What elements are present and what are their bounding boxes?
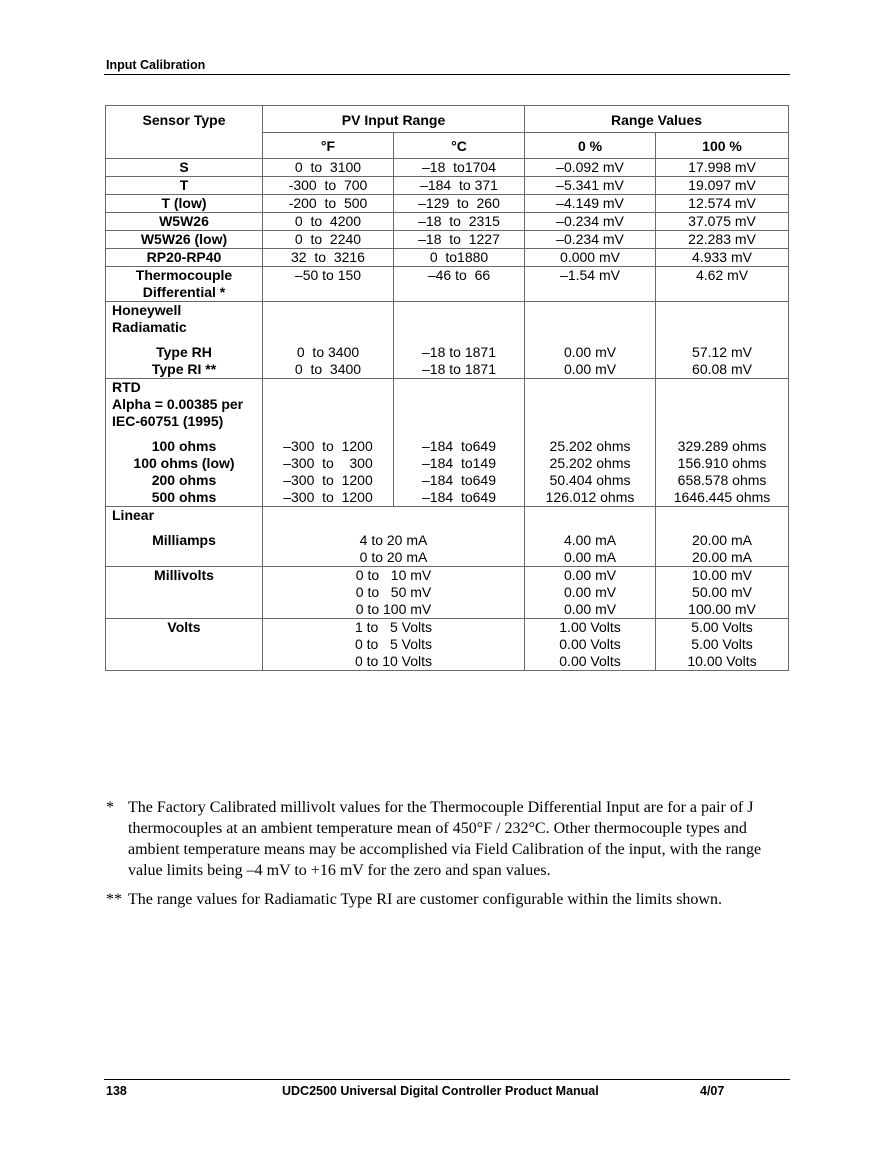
- span-value: 50.00 mV: [692, 584, 752, 600]
- zero-value: 0.00 mV: [563, 601, 617, 617]
- table-row: [106, 177, 789, 195]
- sensor-name: Milliamps: [152, 532, 216, 548]
- zero-value: –5.341 mV: [525, 177, 656, 195]
- sensor-name: Type RH: [156, 344, 212, 360]
- sensor-name: W5W26: [106, 213, 263, 231]
- range-c: –18 to 1871: [422, 361, 496, 377]
- zero-value: –1.54 mV: [525, 267, 656, 302]
- range-value: 0 to 20 mA: [359, 549, 428, 565]
- table-row: [106, 267, 789, 302]
- table-row: [106, 379, 789, 507]
- range-c: –18 to 1227: [394, 231, 525, 249]
- table-row: [106, 213, 789, 231]
- page-number: 138: [106, 1084, 127, 1098]
- zero-value: 0.00 Volts: [559, 636, 621, 652]
- range-cell: [263, 567, 525, 619]
- zero-cell: [525, 379, 656, 507]
- zero-value: –0.234 mV: [525, 213, 656, 231]
- sensor-name-line: Differential *: [142, 284, 226, 300]
- sensor-name: 100 ohms: [151, 438, 217, 454]
- span-cell: [656, 619, 789, 671]
- span-value: 329.289 ohms: [677, 438, 767, 454]
- range-c-cell: [394, 302, 525, 379]
- footnote-text: The range values for Radiamatic Type RI are customer configurable within the limits shown.: [128, 891, 722, 908]
- footnote: [106, 797, 796, 881]
- range-value: 1 to 5 Volts: [354, 619, 433, 635]
- zero-value: 0.00 mV: [563, 361, 617, 377]
- zero-value: 0.00 mV: [563, 584, 617, 600]
- sensor-name: Millivolts: [106, 567, 263, 619]
- range-value: 0 to 50 mV: [355, 584, 432, 600]
- zero-value: 0.00 mA: [563, 549, 617, 565]
- sensor-name: 500 ohms: [151, 489, 217, 505]
- sensor-group-cell: [106, 507, 263, 567]
- sensor-name: W5W26 (low): [106, 231, 263, 249]
- zero-value: 0.000 mV: [525, 249, 656, 267]
- span-value: 100.00 mV: [688, 601, 756, 617]
- col-header-deg-c: °C: [394, 133, 525, 159]
- input-calibration-table: [105, 105, 789, 671]
- span-cell: [656, 567, 789, 619]
- zero-value: –0.092 mV: [525, 159, 656, 177]
- zero-value: 25.202 ohms: [549, 455, 631, 471]
- zero-value: –4.149 mV: [525, 195, 656, 213]
- range-c: 0 to1880: [394, 249, 525, 267]
- manual-title: UDC2500 Universal Digital Controller Product Manual: [282, 1084, 599, 1098]
- footnote-text: The Factory Calibrated millivolt values for the Thermocouple Differential Input are for a pair of J thermocouples at an ambient temperature mean of 450°F / 232°C. Other thermocouple types and ambient temperature means may be accomplished via Field Calibration of the input, with the range value limits being –4 mV to +16 mV for the zero and span values.: [128, 799, 762, 879]
- footnote: [106, 889, 796, 910]
- zero-value: 0.00 mV: [563, 567, 617, 583]
- span-value: 5.00 Volts: [691, 619, 753, 635]
- range-f: -200 to 500: [263, 195, 394, 213]
- zero-cell: [525, 302, 656, 379]
- sensor-name: Type RI **: [151, 361, 217, 377]
- col-header-hundred-pct: 100 %: [656, 133, 789, 159]
- range-c: –46 to 66: [394, 267, 525, 302]
- range-f-cell: [263, 379, 394, 507]
- range-c: –18 to1704: [394, 159, 525, 177]
- table-row: [106, 507, 789, 567]
- footnote-mark: **: [106, 891, 122, 908]
- sensor-name: Volts: [106, 619, 263, 671]
- range-f: 0 to 2240: [263, 231, 394, 249]
- footnotes: [106, 797, 796, 918]
- range-f: –50 to 150: [263, 267, 394, 302]
- span-value: 57.12 mV: [692, 344, 752, 360]
- sensor-name: T (low): [106, 195, 263, 213]
- zero-value: 4.00 mA: [563, 532, 617, 548]
- range-f: –300 to 1200: [283, 438, 373, 454]
- group-label: Alpha = 0.00385 per: [112, 396, 244, 412]
- revision-date: 4/07: [700, 1084, 725, 1098]
- span-value: 658.578 ohms: [677, 472, 767, 488]
- range-f: –300 to 1200: [283, 472, 373, 488]
- sensor-name-line: Thermocouple: [135, 267, 233, 283]
- footer-rule: [104, 1079, 790, 1080]
- range-f: 0 to 3100: [263, 159, 394, 177]
- span-value: 1646.445 ohms: [673, 489, 771, 505]
- zero-value: 50.404 ohms: [549, 472, 631, 488]
- sensor-name: T: [106, 177, 263, 195]
- range-c: –184 to149: [422, 455, 496, 471]
- range-c: –184 to649: [422, 489, 496, 505]
- range-c: –129 to 260: [394, 195, 525, 213]
- range-value: 0 to 5 Volts: [354, 636, 433, 652]
- footnote-mark: *: [106, 799, 114, 816]
- span-cell: [656, 507, 789, 567]
- range-c-cell: [394, 379, 525, 507]
- range-value: 4 to 20 mA: [359, 532, 428, 548]
- table-row: [106, 249, 789, 267]
- sensor-name: S: [106, 159, 263, 177]
- span-value: 20.00 mA: [692, 549, 752, 565]
- zero-value: –0.234 mV: [525, 231, 656, 249]
- table-row: [106, 159, 789, 177]
- sensor-name: 100 ohms (low): [133, 455, 235, 471]
- span-value: 10.00 Volts: [687, 653, 757, 669]
- sensor-name: 200 ohms: [151, 472, 217, 488]
- range-f: 0 to 3400: [294, 361, 362, 377]
- span-value: 12.574 mV: [656, 195, 789, 213]
- span-value: 37.075 mV: [656, 213, 789, 231]
- table-row: [106, 195, 789, 213]
- range-f: –300 to 1200: [283, 489, 373, 505]
- span-value: 19.097 mV: [656, 177, 789, 195]
- table-row: [106, 567, 789, 619]
- range-value: 0 to 10 Volts: [354, 653, 433, 669]
- col-header-range-values: Range Values: [525, 106, 789, 133]
- group-label: IEC-60751 (1995): [112, 413, 224, 429]
- zero-cell: [525, 507, 656, 567]
- range-value: 0 to 10 mV: [355, 567, 432, 583]
- range-c: –184 to 371: [394, 177, 525, 195]
- span-value: 5.00 Volts: [691, 636, 753, 652]
- zero-value: 25.202 ohms: [549, 438, 631, 454]
- table-row: [106, 302, 789, 379]
- col-header-deg-f: °F: [263, 133, 394, 159]
- range-c: –184 to649: [422, 438, 496, 454]
- sensor-group-cell: [106, 379, 263, 507]
- sensor-name: [106, 267, 263, 302]
- zero-value: 1.00 Volts: [559, 619, 621, 635]
- span-value: 156.910 ohms: [677, 455, 767, 471]
- zero-cell: [525, 567, 656, 619]
- range-c: –18 to 1871: [422, 344, 496, 360]
- span-value: 4.62 mV: [656, 267, 789, 302]
- col-header-sensor-type: Sensor Type: [106, 106, 263, 159]
- zero-value: 126.012 ohms: [545, 489, 635, 505]
- range-cell: [263, 507, 525, 567]
- range-f: –300 to 300: [283, 455, 373, 471]
- section-header: Input Calibration: [106, 58, 206, 72]
- range-c: –184 to649: [422, 472, 496, 488]
- range-f: 0 to 4200: [263, 213, 394, 231]
- zero-value: 0.00 Volts: [559, 653, 621, 669]
- span-cell: [656, 379, 789, 507]
- span-value: 4.933 mV: [656, 249, 789, 267]
- zero-value: 0.00 mV: [563, 344, 617, 360]
- range-cell: [263, 619, 525, 671]
- table-row: [106, 619, 789, 671]
- table-row: [106, 231, 789, 249]
- range-f: 32 to 3216: [263, 249, 394, 267]
- range-f: -300 to 700: [263, 177, 394, 195]
- span-cell: [656, 302, 789, 379]
- span-value: 10.00 mV: [692, 567, 752, 583]
- range-c: –18 to 2315: [394, 213, 525, 231]
- group-label: Honeywell: [112, 302, 182, 318]
- group-label: RTD: [112, 379, 141, 395]
- span-value: 60.08 mV: [692, 361, 752, 377]
- sensor-group-cell: [106, 302, 263, 379]
- group-label: Linear: [112, 507, 155, 523]
- group-label: Radiamatic: [112, 319, 187, 335]
- span-value: 17.998 mV: [656, 159, 789, 177]
- range-value: 0 to 100 mV: [355, 601, 432, 617]
- sensor-name: RP20-RP40: [106, 249, 263, 267]
- zero-cell: [525, 619, 656, 671]
- col-header-zero-pct: 0 %: [525, 133, 656, 159]
- header-rule: [104, 74, 790, 75]
- range-f-cell: [263, 302, 394, 379]
- span-value: 20.00 mA: [692, 532, 752, 548]
- col-header-pv-input-range: PV Input Range: [263, 106, 525, 133]
- span-value: 22.283 mV: [656, 231, 789, 249]
- range-f: 0 to 3400: [296, 344, 360, 360]
